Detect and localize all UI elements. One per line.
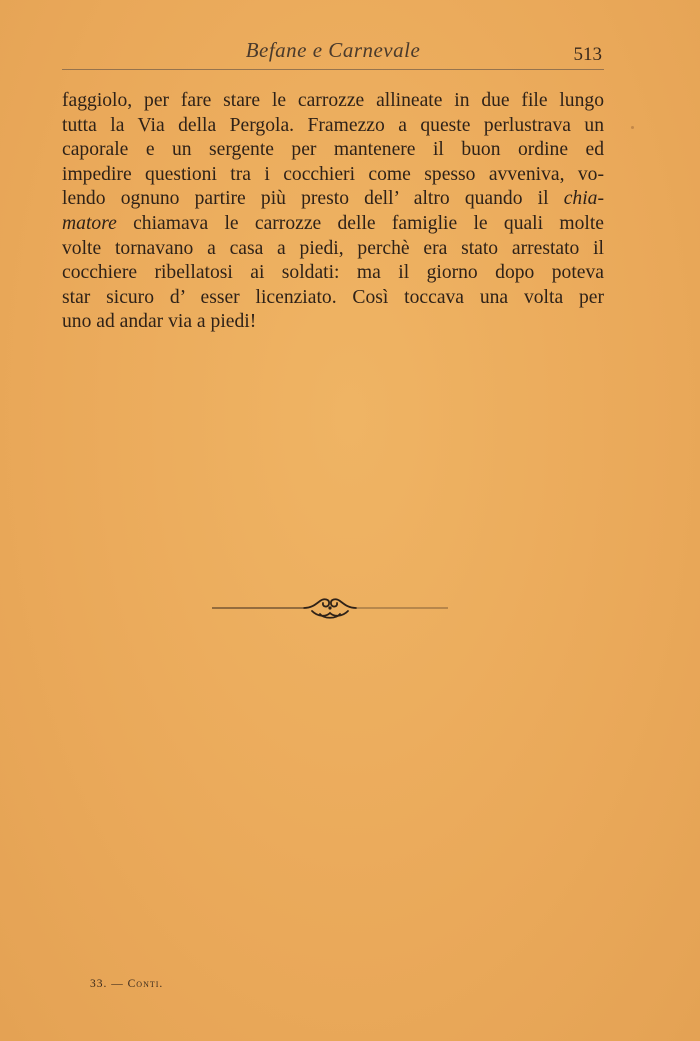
text-line: caporale e un sergente per mantenere il buon ordine ed [62, 139, 604, 161]
text-line: faggiolo, per fare stare le carrozze allineate in due file lungo [62, 90, 604, 111]
text-line: star sicuro d’ esser licenziato. Così toccava una volta per [62, 286, 604, 308]
italic-word: chia- [563, 188, 604, 210]
paper-speck [631, 126, 634, 129]
fleuron-ornament [212, 593, 448, 623]
page-number: 513 [573, 44, 602, 65]
text-line: impedire questioni tra i cocchieri come spesso avveniva, vo- [62, 163, 604, 185]
text-segment: lendo ognuno partire più presto dell’ altro quando il [62, 188, 549, 210]
text-line-with-italic [62, 212, 604, 237]
text-segment: chiamava le carrozze delle famiglie le quali molte [133, 212, 604, 234]
text-line: uno ad andar via a piedi! [62, 311, 257, 333]
signature-dash: — [111, 978, 124, 990]
signature-number: 33. [90, 978, 108, 990]
page-header [62, 38, 604, 68]
fleuron-center-dot [328, 606, 331, 609]
signature-name: Conti. [127, 978, 164, 990]
running-title: Befane e Carnevale [245, 38, 421, 62]
printer-signature [90, 978, 163, 990]
text-line: cocchiere ribellatosi ai soldati: ma il giorno dopo poteva [62, 262, 604, 284]
text-line-with-italic [62, 187, 604, 212]
text-line: volte tornavano a casa a piedi, perchè era stato arrestato il [62, 237, 604, 259]
text-line: tutta la Via della Pergola. Framezzo a queste perlustrava un [62, 114, 604, 136]
header-rule [62, 69, 604, 70]
italic-word: matore [62, 212, 117, 234]
body-text [62, 89, 604, 335]
